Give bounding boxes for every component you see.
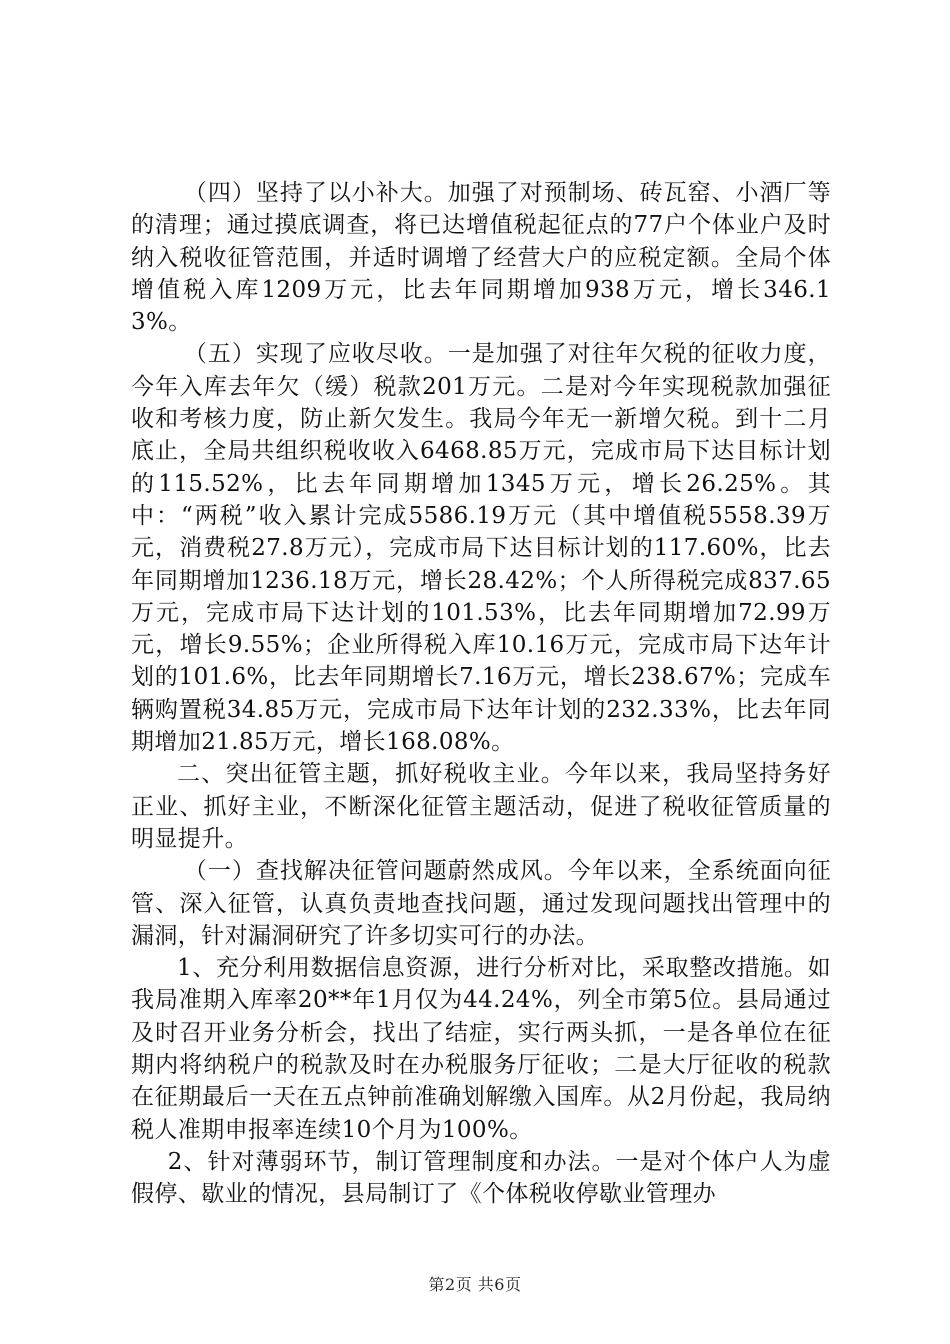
paragraph-tax-supplement: （四）坚持了以小补大。加强了对预制场、砖瓦窑、小酒厂等的清理；通过摸底调查，将已达增值税起征点的77户个体业户及时纳入税收征管范围，并适时调增了经营大户的应税定额。全局个体增值税入库1209万元，比去年同期增加938万元，增长346.13%。: [131, 180, 831, 336]
paragraph-section-two: 二、突出征管主题，抓好税收主业。今年以来，我局坚持务好正业、抓好主业，不断深化征管主题活动，促进了税收征管质量的明显提升。: [131, 761, 831, 852]
page-footer: 第2页 共6页: [428, 1275, 522, 1294]
body-text: [131, 177, 831, 1211]
paragraph-item-one: 1、充分利用数据信息资源，进行分析对比，采取整改措施。如我局准期入库率20**年1月仅为44.24%，列全市第5位。县局通过及时召开业务分析会，找出了结症，实行两头抓，一是各单位在征期内将纳税户的税款及时在办税服务厅征收；二是大厅征收的税款在征期最后一天在五点钟前准确划解缴入国库。从2月份起，我局纳税人准期申报率连续10个月为100%。: [131, 955, 831, 1143]
paragraph-item-two: 2、针对薄弱环节，制订管理制度和办法。一是对个体户人为虚假停、歇业的情况，县局制订了《个体税收停歇业管理办: [131, 1148, 831, 1208]
paragraph-tax-collection: （五）实现了应收尽收。一是加强了对往年欠税的征收力度，今年入库去年欠（缓）税款201万元。二是对今年实现税款加强征收和考核力度，防止新欠发生。我局今年无一新增欠税。到十二月底止，全局共组织税收收入6468.85万元，完成市局下达目标计划的115.52%，比去年同期增加1345万元，增长26.25%。其中：“两税”收入累计完成5586.19万元（其中增值税5558.39万元，消费税27.8万元），完成市局下达目标计划的117.60%，比去年同期增加1236.18万元，增长28.42%；个人所得税完成837.65万元，完成市局下达计划的101.53%，比去年同期增加72.99万元，增长9.55%；企业所得税入库10.16万元，完成市局下达年计划的101.6%，比去年同期增长7.16万元，增长238.67%；完成车辆购置税34.85万元，完成市局下达年计划的232.33%，比去年同期增加21.85万元，增长168.08%。: [131, 341, 831, 756]
paragraph-subsection-one: （一）查找解决征管问题蔚然成风。今年以来，全系统面向征管、深入征管，认真负责地查找问题，通过发现问题找出管理中的漏洞，针对漏洞研究了许多切实可行的办法。: [131, 858, 831, 949]
